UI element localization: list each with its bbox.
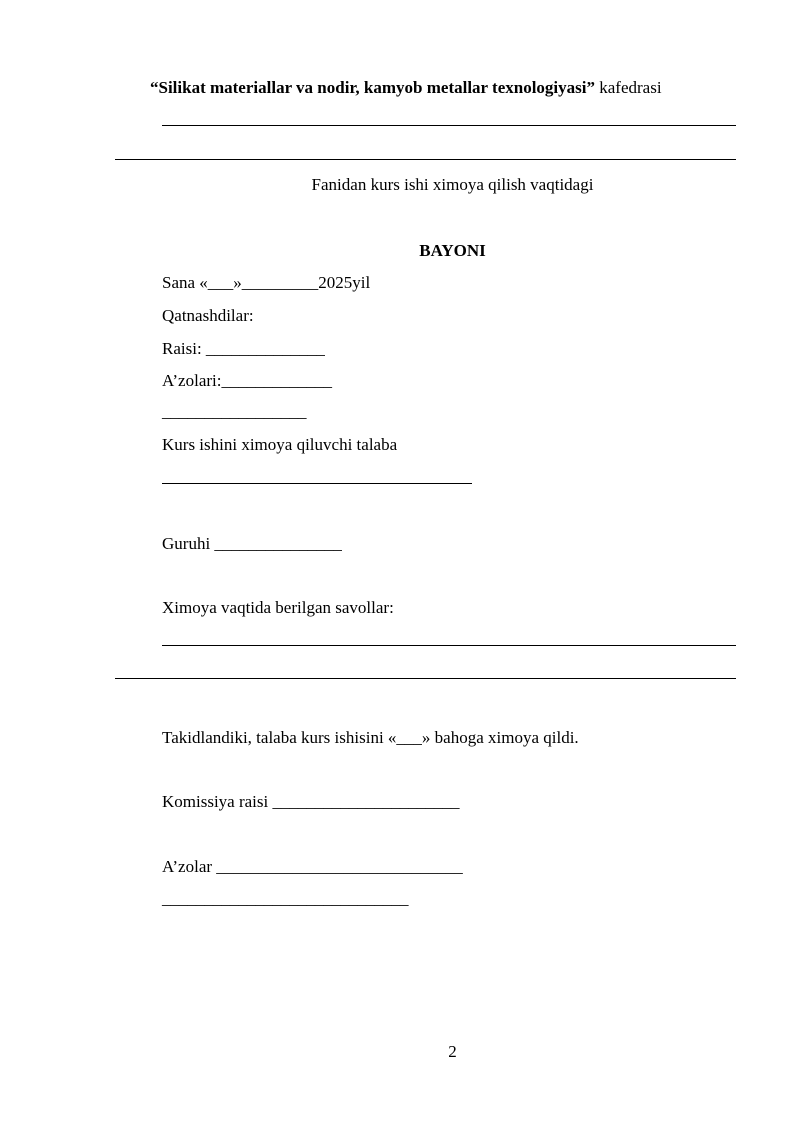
commission-members-field-line2: _____________________________ [162,889,409,908]
commission-chair-field: Komissiya raisi ______________________ [162,792,460,811]
page-number: 2 [448,1042,457,1061]
document-title: BAYONI [419,241,486,260]
participants-label: Qatnashdilar: [162,306,254,325]
header-underline-2 [115,159,736,160]
date-field: Sana «___»_________2025yil [162,273,371,292]
student-underline [162,483,472,484]
questions-label: Ximoya vaqtida berilgan savollar: [162,598,394,617]
members-field: A’zolari:_____________ [162,371,332,390]
department-suffix: kafedrasi [599,78,662,97]
commission-members-field: A’zolar _____________________________ [162,857,463,876]
result-statement: Takidlandiki, talaba kurs ishisini «___» bahoga ximoya qildi. [162,728,579,747]
subtitle: Fanidan kurs ishi ximoya qilish vaqtidagi [311,175,594,194]
chair-field: Raisi: ______________ [162,339,325,358]
department-name: “Silikat materiallar va nodir, kamyob metallar texnologiyasi” [150,78,595,97]
members-field-line2: _________________ [162,402,307,421]
student-label: Kurs ishini ximoya qiluvchi talaba [162,435,398,454]
questions-underline-2 [115,678,736,679]
header-underline-1 [162,125,736,126]
group-field: Guruhi _______________ [162,534,342,553]
questions-underline-1 [162,645,736,646]
department-header [150,79,662,96]
